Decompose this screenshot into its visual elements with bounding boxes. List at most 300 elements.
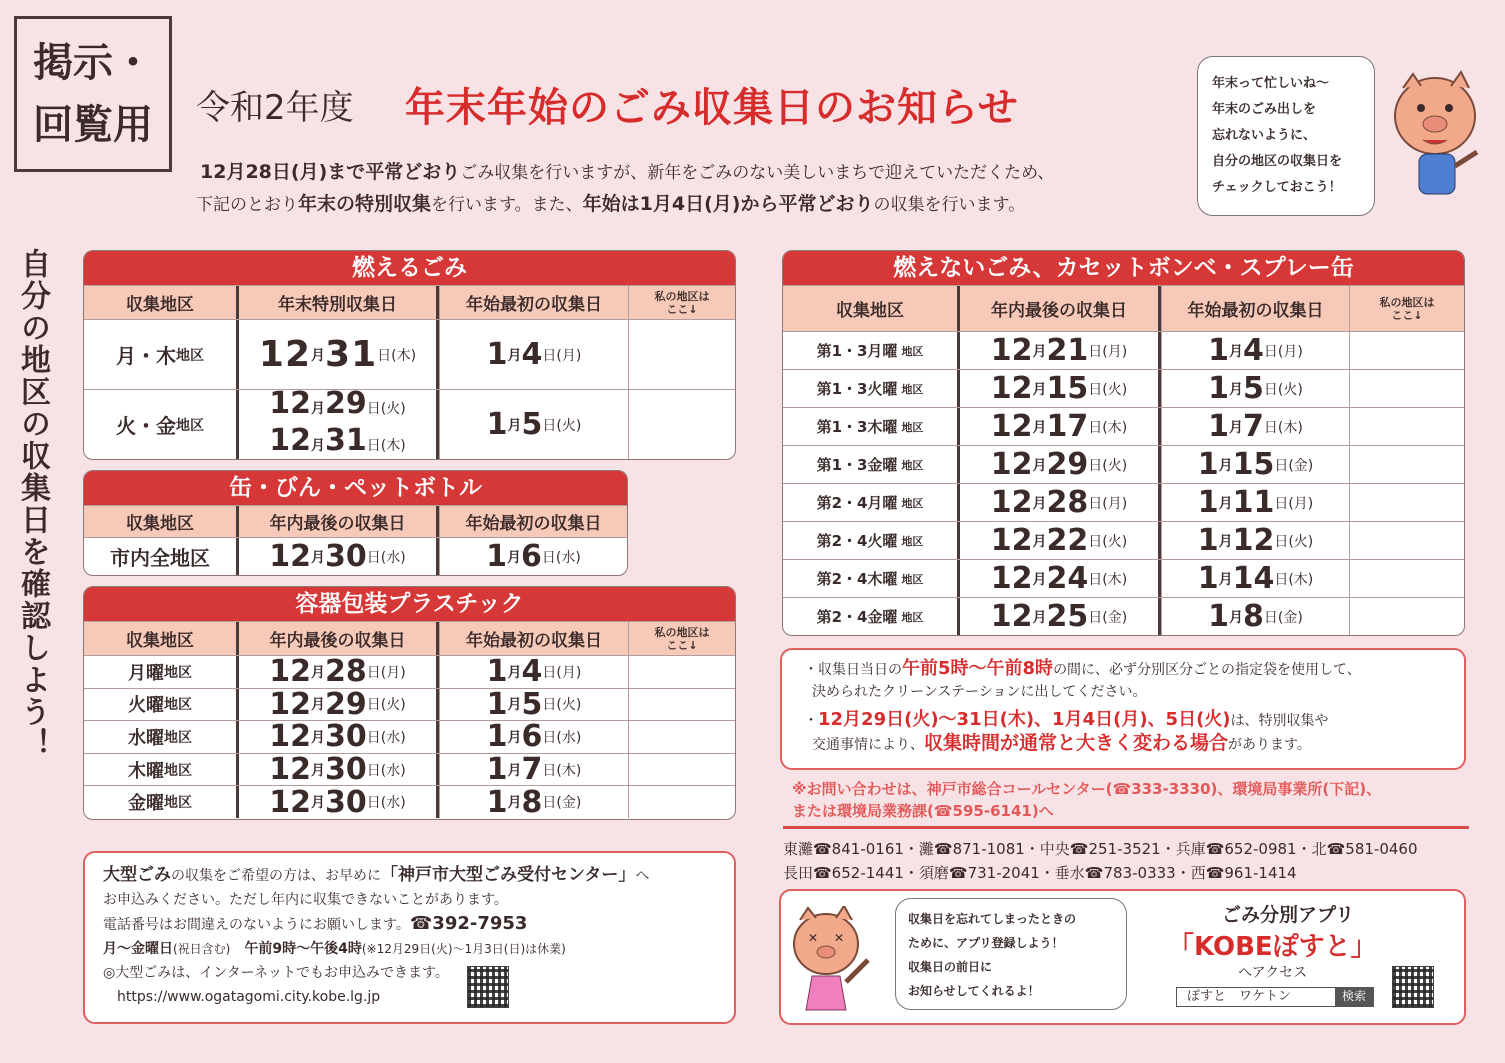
month-value: 1 — [1197, 523, 1219, 558]
day-value: 15 — [1046, 371, 1089, 406]
unit: 月 — [507, 347, 522, 364]
contact-line: または環境局業務課(☎595-6141)へ — [792, 802, 1054, 820]
weekday: (木) — [1102, 571, 1128, 588]
area-name: 第1・3金曜 — [816, 456, 898, 474]
column-header: 年内最後の収集日 — [236, 506, 439, 537]
area-name: 第1・3月曜 — [816, 342, 898, 360]
unit: 月 — [311, 795, 326, 812]
day-value: 30 — [325, 752, 367, 788]
unit: 日 — [1274, 495, 1289, 512]
unit: 月 — [507, 729, 522, 746]
mine-checkbox[interactable] — [1349, 408, 1464, 445]
column-header: 収集地区 — [126, 295, 194, 315]
bubble-line: 年末のごみ出しを — [1212, 102, 1317, 117]
weekday: (木) — [1277, 419, 1303, 436]
weekday: (火) — [380, 697, 406, 714]
unit: 日 — [542, 762, 557, 779]
unit: 月 — [507, 762, 522, 779]
office-phone-list — [783, 826, 1469, 885]
month-value: 1 — [486, 654, 508, 690]
day-value: 8 — [521, 784, 543, 820]
weekday: (火) — [1102, 381, 1128, 398]
mine-checkbox[interactable] — [628, 721, 735, 753]
table-title: 缶・びん・ペットボトル — [84, 471, 627, 505]
unit: 月 — [507, 697, 522, 714]
weekday: (月) — [380, 664, 406, 681]
app-access-text: へアクセス — [1238, 965, 1308, 981]
note-text: の間に、必ず分別区分ごとの指定袋を使用して、 — [1053, 662, 1361, 678]
area-suffix: 地区 — [901, 534, 924, 548]
month-value: 1 — [1208, 409, 1230, 444]
search-button[interactable]: 検索 — [1335, 988, 1373, 1006]
table-row — [84, 753, 735, 786]
month-value: 1 — [1197, 485, 1219, 520]
day-value: 14 — [1232, 561, 1275, 596]
unit: 月 — [507, 664, 522, 681]
area-name: 第1・3木曜 — [816, 418, 898, 436]
weekday: (火) — [556, 697, 582, 714]
unit: 月 — [1032, 381, 1047, 398]
month-value: 12 — [990, 409, 1033, 444]
stamp-line-2: 回覧用 — [33, 102, 153, 148]
day-value: 29 — [325, 686, 367, 722]
weekday: (金) — [1102, 609, 1128, 626]
intro-text: ごみ収集を行いますが、新年をごみのない美しいまちで迎えていただくため、 — [460, 163, 1055, 183]
info-emphasis: 月～金曜日 — [103, 941, 173, 957]
mine-checkbox[interactable] — [1349, 560, 1464, 597]
header-part: ここ↓ — [666, 302, 698, 316]
cans-table — [83, 470, 628, 576]
weekday: (木) — [391, 347, 417, 364]
unit: 日 — [1263, 343, 1278, 360]
table-title: 容器包装プラスチック — [84, 587, 735, 621]
month-value: 12 — [990, 561, 1033, 596]
area-suffix: 地区 — [164, 729, 192, 746]
bubble-line: 忘れないように、 — [1212, 128, 1317, 143]
table-row — [84, 688, 735, 721]
area-suffix: 地区 — [901, 382, 924, 396]
unit: 日 — [542, 697, 557, 714]
vertical-heading: 自分の地区の収集日を確認しよう！ — [15, 248, 50, 760]
day-value: 5 — [521, 686, 543, 722]
month-value: 12 — [990, 371, 1033, 406]
unit: 月 — [1229, 381, 1244, 398]
day-value: 15 — [1232, 447, 1275, 482]
area-suffix: 地区 — [901, 496, 924, 510]
unit: 月 — [1218, 457, 1233, 474]
area-name: 第2・4月曜 — [816, 494, 898, 512]
column-header: 収集地区 — [126, 514, 194, 534]
unit: 日 — [1088, 343, 1103, 360]
unit: 月 — [1218, 533, 1233, 550]
table-row — [783, 369, 1464, 407]
header-part: 私の地区は — [654, 289, 710, 303]
intro-text: の収集を行います。 — [873, 195, 1026, 215]
month-value: 12 — [990, 523, 1033, 558]
intro-emphasis: 年末の特別収集 — [298, 193, 432, 215]
month-value: 12 — [990, 485, 1033, 520]
column-header: 年内最後の収集日 — [236, 622, 439, 655]
table-row — [783, 445, 1464, 483]
weekday: (木) — [556, 762, 582, 779]
unit: 日 — [542, 347, 557, 364]
info-text: 電話番号はお間違えのないようにお願いします。 — [103, 917, 410, 933]
day-value: 4 — [521, 337, 543, 372]
table-row — [84, 785, 735, 818]
bubble-line: ために、アプリ登録しよう！ — [908, 936, 1064, 950]
nonburnable-rows — [783, 331, 1464, 635]
area-suffix: 地区 — [164, 762, 192, 779]
unit: 日 — [366, 697, 381, 714]
note-text: 決められたクリーンステーションに出してください。 — [812, 684, 1147, 700]
table-row — [84, 655, 735, 688]
header-part: 私の地区は — [1379, 295, 1435, 309]
plastic-table — [83, 586, 736, 820]
mine-checkbox[interactable] — [628, 786, 735, 818]
unit: 日 — [1088, 571, 1103, 588]
pig-mascot-icon — [1385, 68, 1495, 208]
phone-number: ☎392-7953 — [409, 913, 528, 934]
day-value: 29 — [325, 385, 367, 421]
area-name: 木曜 — [128, 760, 164, 782]
unit: 月 — [1229, 343, 1244, 360]
weekday: (水) — [555, 549, 581, 566]
table-row — [783, 483, 1464, 521]
weekday: (水) — [380, 762, 406, 779]
bubble-line: 収集日を忘れてしまったときの — [908, 912, 1077, 926]
unit: 日 — [1088, 495, 1103, 512]
header-part: 私の地区は — [654, 625, 710, 639]
unit: 月 — [311, 549, 326, 566]
bubble-line: 収集日の前日に — [908, 960, 993, 974]
weekday: (金) — [1277, 609, 1303, 626]
weekday: (水) — [556, 729, 582, 746]
mine-checkbox[interactable] — [628, 656, 735, 688]
month-value: 1 — [486, 719, 508, 755]
note-emphasis: 午前5時～午前8時 — [902, 658, 1054, 679]
weekday: (月) — [1102, 343, 1128, 360]
unit: 日 — [1088, 457, 1103, 474]
note-text: があります。 — [1228, 737, 1311, 753]
unit: 日 — [1263, 609, 1278, 626]
intro-emphasis: 12月28日(月)まで平常どおり — [200, 161, 461, 183]
weekday: (金) — [1288, 457, 1314, 474]
mine-checkbox[interactable] — [628, 754, 735, 786]
day-value: 17 — [1046, 409, 1089, 444]
month-value: 12 — [269, 752, 312, 788]
mine-checkbox[interactable] — [1349, 484, 1464, 521]
mine-checkbox[interactable] — [1349, 598, 1464, 635]
unit: 月 — [1218, 495, 1233, 512]
mine-checkbox[interactable] — [1349, 522, 1464, 559]
table-row — [84, 319, 735, 389]
search-box[interactable] — [1176, 987, 1374, 1007]
note-text: は、特別収集や — [1230, 713, 1329, 729]
weekday: (月) — [1288, 495, 1314, 512]
unit: 月 — [1032, 457, 1047, 474]
month-value: 1 — [486, 784, 508, 820]
column-header: 年始最初の収集日 — [439, 506, 627, 537]
area-name: 月曜 — [128, 662, 164, 684]
unit: 日 — [1088, 419, 1103, 436]
weekday: (火) — [556, 417, 582, 434]
month-value: 1 — [486, 407, 508, 442]
weekday: (木) — [1288, 571, 1314, 588]
unit: 日 — [366, 795, 381, 812]
unit: 日 — [1274, 533, 1289, 550]
table-row — [783, 331, 1464, 369]
area-name: 第2・4火曜 — [816, 532, 898, 550]
month-value: 12 — [269, 539, 312, 574]
table-row — [84, 720, 735, 753]
page-title: 年末年始のごみ収集日のお知らせ — [405, 85, 1019, 131]
day-value: 7 — [521, 752, 543, 788]
unit: 日 — [366, 762, 381, 779]
website-link[interactable]: https://www.ogatagomi.city.kobe.lg.jp — [117, 989, 381, 1005]
weekday: (月) — [1102, 495, 1128, 512]
posting-stamp — [14, 16, 172, 172]
info-text: の収集をご希望の方は、お早めに — [171, 868, 381, 884]
note-emphasis: 12月29日(火)～31日(木)、1月4日(月)、5日(火) — [818, 709, 1231, 730]
day-value: 11 — [1232, 485, 1275, 520]
intro-text: 下記のとおり — [196, 195, 298, 215]
area-name: 水曜 — [128, 727, 164, 749]
month-value: 12 — [990, 447, 1033, 482]
unit: 月 — [311, 697, 326, 714]
weekday: (火) — [1102, 457, 1128, 474]
day-value: 8 — [1243, 599, 1264, 634]
weekday: (火) — [1277, 381, 1303, 398]
unit: 月 — [507, 549, 522, 566]
intro-emphasis: 年始は1月4日(月)から平常どおり — [582, 193, 874, 215]
month-value: 1 — [486, 686, 508, 722]
weekday: (木) — [380, 437, 406, 454]
nonburnable-table — [782, 250, 1465, 636]
unit: 日 — [541, 549, 556, 566]
month-value: 1 — [1197, 561, 1219, 596]
unit: 日 — [1088, 609, 1103, 626]
day-value: 22 — [1046, 523, 1089, 558]
app-name: 「KOBEぽすと」 — [1168, 932, 1377, 962]
column-header: 年末特別収集日 — [236, 286, 439, 319]
day-value: 31 — [325, 422, 367, 458]
table-row — [84, 537, 627, 575]
area-suffix: 地区 — [164, 795, 192, 812]
weekday: (水) — [380, 795, 406, 812]
mine-checkbox[interactable] — [1349, 446, 1464, 483]
day-value: 12 — [1232, 523, 1275, 558]
column-header: 収集地区 — [836, 301, 904, 321]
day-value: 25 — [1046, 599, 1089, 634]
svg-text:✕: ✕ — [808, 931, 819, 945]
column-header: 年内最後の収集日 — [957, 286, 1161, 331]
unit: 日 — [1274, 571, 1289, 588]
note-text: 交通事情により、 — [812, 737, 924, 753]
bubble-line: 年末って忙しいね～ — [1212, 76, 1330, 91]
day-value: 6 — [521, 719, 543, 755]
day-value: 28 — [325, 654, 367, 690]
app-speech-bubble — [895, 898, 1127, 1010]
table-title: 燃えるごみ — [84, 251, 735, 285]
month-value: 1 — [1208, 371, 1230, 406]
mine-checkbox[interactable] — [628, 390, 735, 459]
day-value: 7 — [1243, 409, 1264, 444]
unit: 月 — [1032, 495, 1047, 512]
month-value: 12 — [269, 654, 312, 690]
unit: 月 — [1229, 419, 1244, 436]
column-header: 年始最初の収集日 — [439, 286, 628, 319]
contact-note — [792, 778, 1381, 822]
unit: 月 — [1032, 419, 1047, 436]
unit: 日 — [366, 400, 381, 417]
table-title: 燃えないごみ、カセットボンベ・スプレー缶 — [783, 251, 1464, 285]
area-suffix: 地区 — [901, 610, 924, 624]
day-value: 31 — [325, 334, 378, 375]
area-suffix: 地区 — [901, 344, 924, 358]
bubble-line: チェックしておこう！ — [1212, 180, 1342, 195]
unit: 日 — [1088, 533, 1103, 550]
mascot-speech-bubble — [1197, 56, 1375, 216]
month-value: 12 — [269, 385, 312, 421]
area-suffix: 地区 — [176, 347, 204, 364]
unit: 月 — [311, 437, 326, 454]
intro-text: を行います。また、 — [431, 195, 583, 215]
area-suffix: 地区 — [901, 420, 924, 434]
note-text: ・ — [804, 713, 818, 729]
unit: 日 — [366, 549, 381, 566]
bubble-line: 自分の地区の収集日を — [1212, 154, 1343, 169]
area-suffix: 地区 — [901, 458, 924, 472]
pig-mascot-girl-icon — [786, 906, 886, 1018]
weekday: (月) — [1277, 343, 1303, 360]
unit: 日 — [1263, 419, 1278, 436]
unit: 月 — [1032, 343, 1047, 360]
table-row — [84, 385, 735, 459]
area-name: 火曜 — [128, 695, 164, 717]
area-name: 月・木 — [116, 344, 176, 368]
day-value: 5 — [521, 407, 543, 442]
unit: 月 — [1032, 533, 1047, 550]
table-row — [783, 521, 1464, 559]
month-value: 1 — [486, 337, 508, 372]
day-value: 4 — [1243, 333, 1264, 368]
bubble-line: お知らせしてくれるよ！ — [908, 984, 1040, 998]
qr-code-icon[interactable] — [467, 966, 509, 1008]
month-value: 1 — [1197, 447, 1219, 482]
day-value: 5 — [1243, 371, 1264, 406]
day-value: 28 — [1046, 485, 1089, 520]
unit: 日 — [542, 795, 557, 812]
svg-text:✕: ✕ — [834, 931, 845, 945]
large-garbage-info — [83, 851, 736, 1024]
info-text: (※12月29日(火)～1月3日(日)は休業) — [361, 942, 566, 956]
month-value: 12 — [258, 334, 312, 375]
note-emphasis: 収集時間が通常と大きく変わる場合 — [924, 732, 1229, 754]
day-value: 6 — [521, 539, 542, 574]
unit: 月 — [507, 417, 522, 434]
day-value: 21 — [1046, 333, 1089, 368]
unit: 月 — [311, 762, 326, 779]
info-text: ◎大型ごみは、インターネットでもお申込みできます。 — [103, 965, 449, 981]
month-value: 1 — [1208, 599, 1230, 634]
unit: 月 — [1218, 571, 1233, 588]
contact-line: ※お問い合わせは、神戸市総合コールセンター(☎333-3330)、環境局事業所(下記)、 — [792, 780, 1382, 798]
mine-checkbox[interactable] — [628, 320, 735, 389]
month-value: 1 — [486, 539, 508, 574]
month-value: 12 — [269, 422, 312, 458]
weekday: (木) — [1102, 419, 1128, 436]
unit: 日 — [542, 729, 557, 746]
day-value: 30 — [325, 784, 367, 820]
area-name: 第2・4金曜 — [816, 608, 898, 626]
search-input[interactable]: ぽすと ワケトン — [1187, 989, 1292, 1004]
column-header-mine — [628, 622, 735, 655]
stamp-line-1: 掲示・ — [33, 40, 153, 86]
unit: 月 — [311, 347, 326, 364]
column-header-mine — [1349, 286, 1464, 331]
unit: 日 — [542, 664, 557, 681]
unit: 日 — [1274, 457, 1289, 474]
header-part: ここ↓ — [1391, 308, 1423, 322]
day-value: 30 — [325, 539, 367, 574]
burnable-table — [83, 250, 736, 460]
app-heading: ごみ分別アプリ — [1222, 904, 1355, 926]
unit: 日 — [542, 417, 557, 434]
mine-checkbox[interactable] — [628, 689, 735, 721]
weekday: (水) — [380, 729, 406, 746]
mine-checkbox[interactable] — [1349, 370, 1464, 407]
weekday: (火) — [380, 400, 406, 417]
area-suffix: 地区 — [901, 572, 924, 586]
info-text: (祝日含む) — [173, 942, 231, 956]
info-emphasis: 「神戸市大型ごみ受付センター」 — [381, 865, 636, 885]
area-suffix: 地区 — [164, 697, 192, 714]
collection-notes — [780, 648, 1466, 770]
month-value: 1 — [1208, 333, 1230, 368]
table-row — [783, 559, 1464, 597]
unit: 月 — [311, 729, 326, 746]
area-suffix: 地区 — [164, 664, 192, 681]
unit: 日 — [1263, 381, 1278, 398]
day-value: 24 — [1046, 561, 1089, 596]
area-name: 第1・3火曜 — [816, 380, 898, 398]
area-suffix: 地区 — [176, 417, 204, 434]
unit: 月 — [1032, 609, 1047, 626]
mine-checkbox[interactable] — [1349, 332, 1464, 369]
header-part: ここ↓ — [666, 638, 698, 652]
info-text: へ — [635, 868, 650, 884]
month-value: 12 — [269, 719, 312, 755]
area-name: 金曜 — [128, 793, 164, 815]
info-emphasis: 午前9時～午後4時 — [244, 941, 362, 957]
month-value: 1 — [486, 752, 508, 788]
unit: 月 — [1032, 571, 1047, 588]
note-text: ・収集日当日の — [804, 662, 902, 678]
weekday: (水) — [380, 549, 406, 566]
unit: 日 — [1088, 381, 1103, 398]
qr-code-icon[interactable] — [1392, 966, 1434, 1008]
area-name: 火・金 — [116, 414, 176, 438]
unit: 日 — [377, 347, 392, 364]
weekday: (月) — [556, 664, 582, 681]
weekday: (月) — [556, 347, 582, 364]
weekday: (金) — [556, 795, 582, 812]
unit: 月 — [1229, 609, 1244, 626]
weekday: (火) — [1288, 533, 1314, 550]
unit: 日 — [366, 729, 381, 746]
weekday: (火) — [1102, 533, 1128, 550]
area-name: 市内全地区 — [110, 546, 210, 570]
